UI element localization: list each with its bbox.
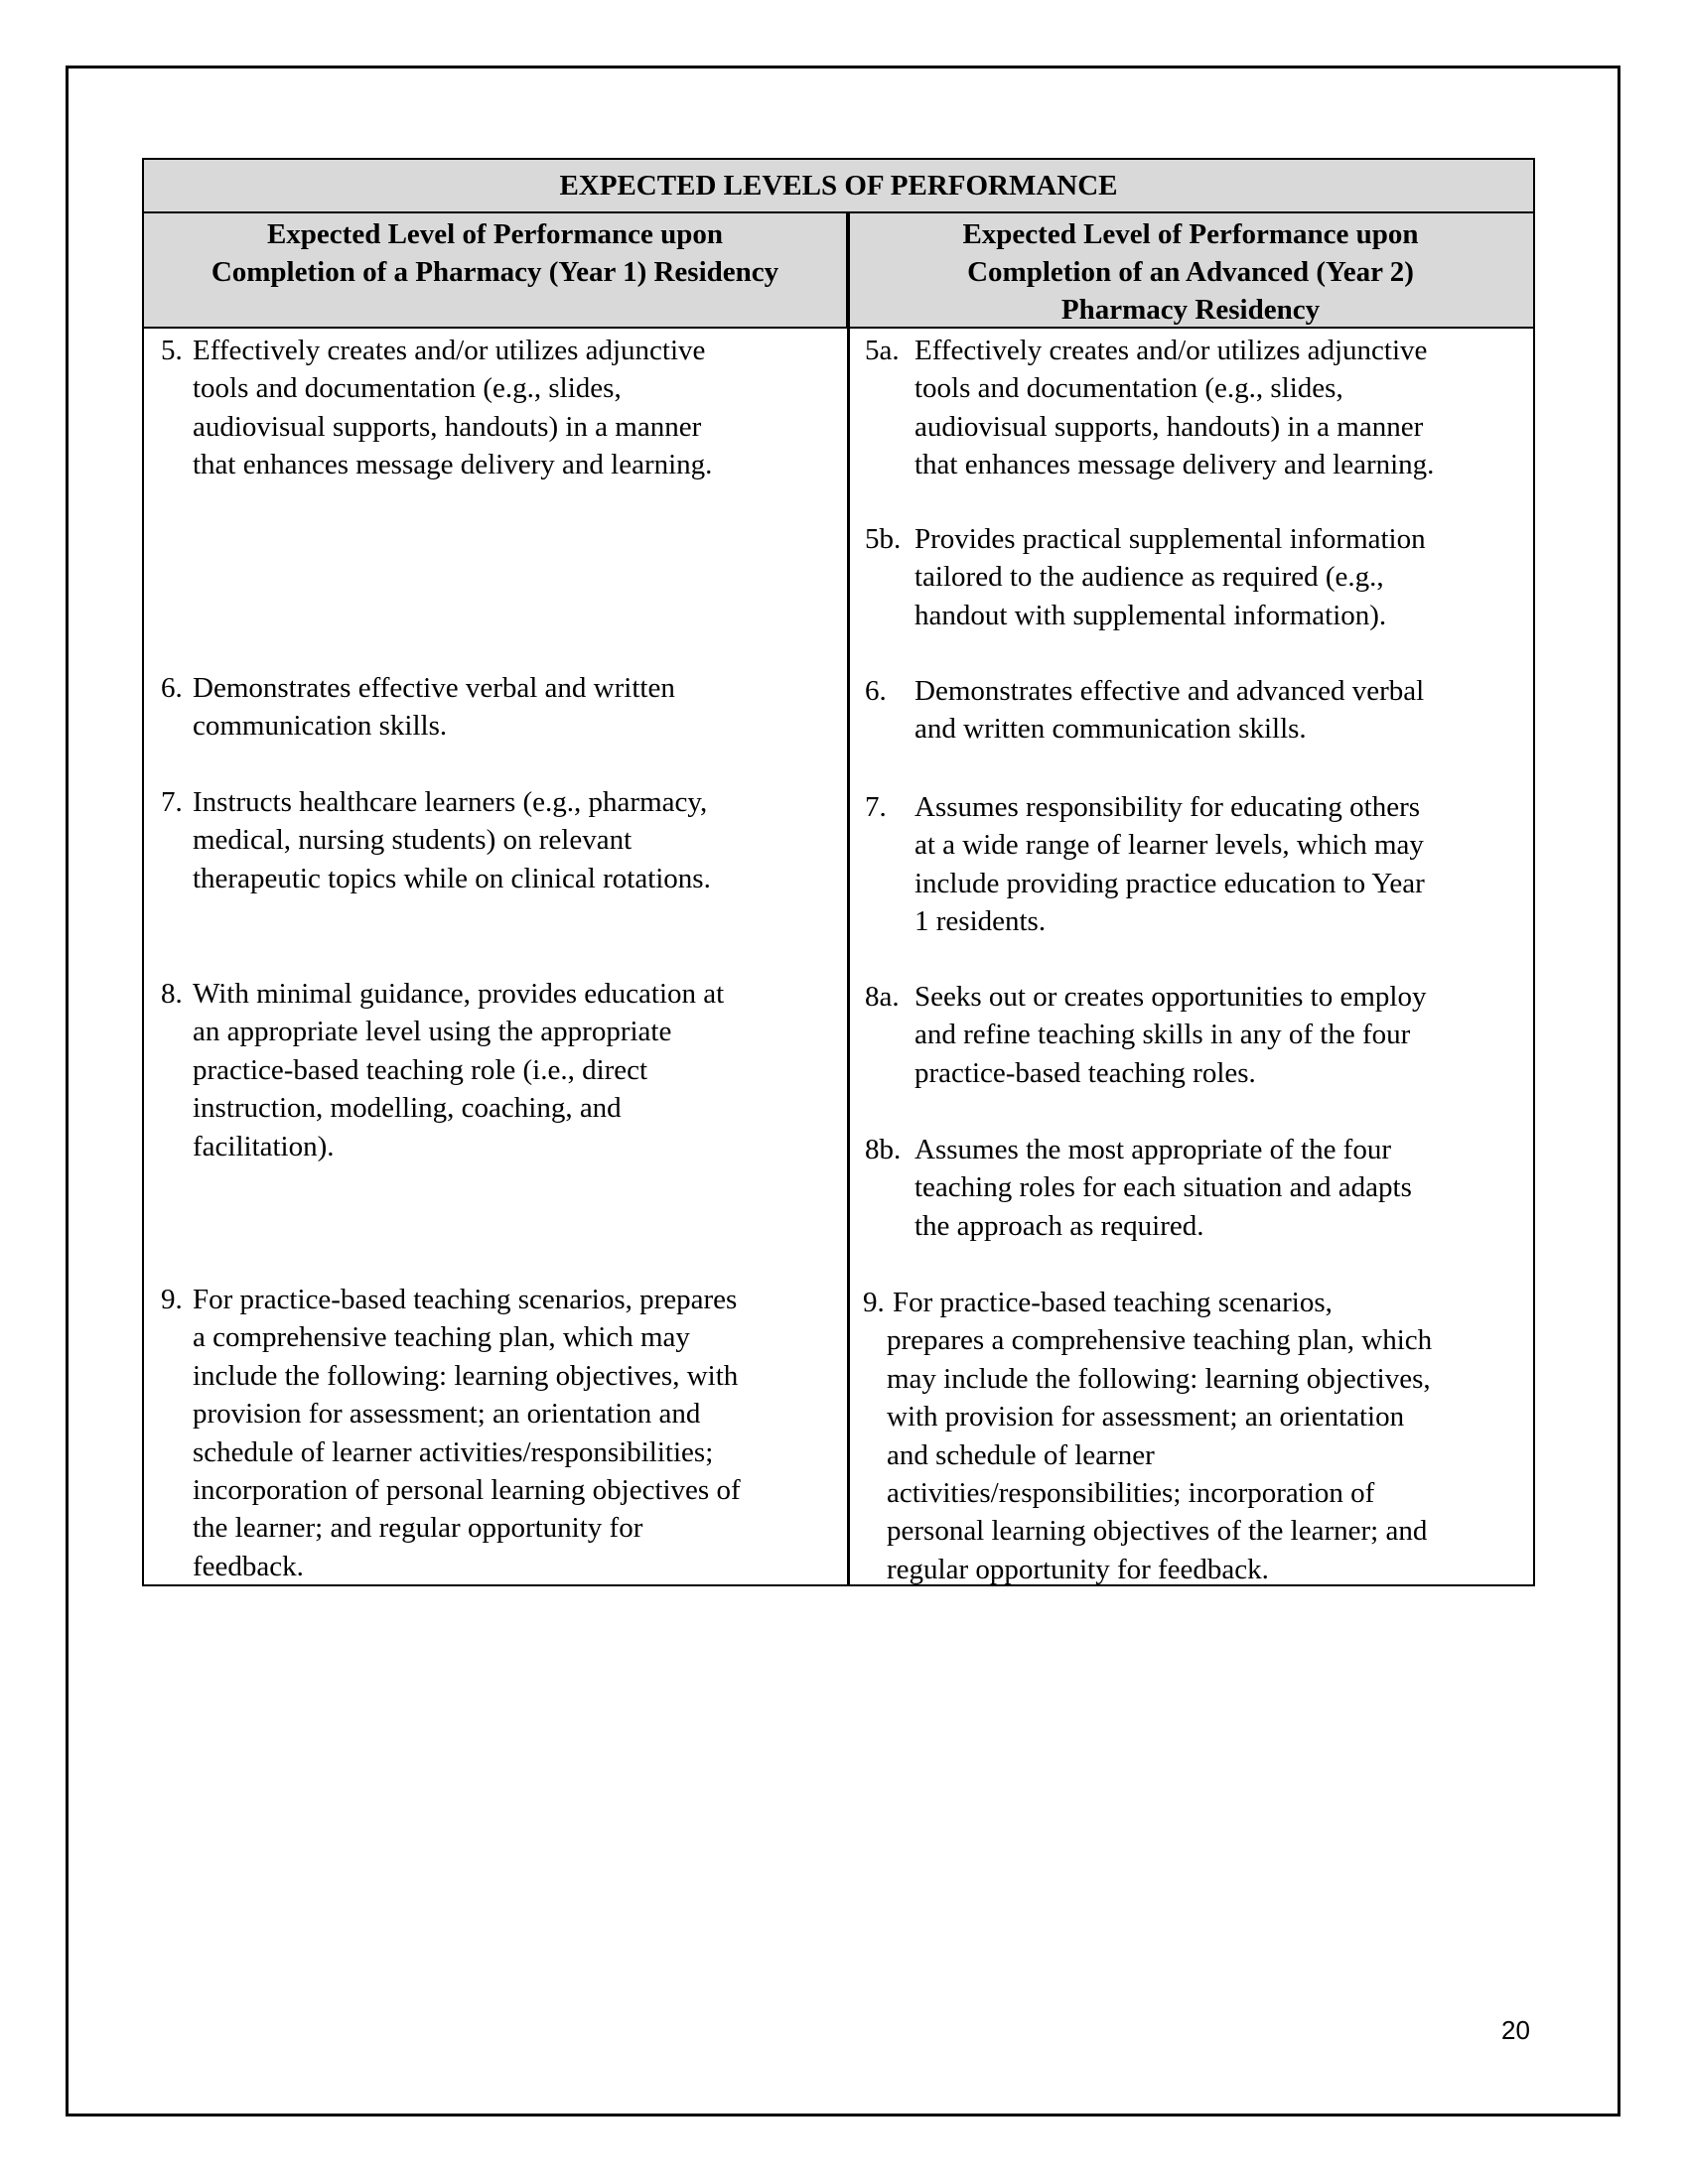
- item-text-line: that enhances message delivery and learning.: [193, 449, 713, 481]
- item-text-line: the approach as required.: [914, 1209, 1204, 1242]
- item-number: 8.: [161, 978, 183, 1010]
- item-text-line: tailored to the audience as required (e.g.,: [914, 561, 1384, 594]
- item-text-line: Provides practical supplemental information: [914, 523, 1426, 555]
- item-text-line: therapeutic topics while on clinical rotations.: [193, 862, 711, 894]
- item-text: [865, 1131, 1412, 1245]
- item-text: [161, 669, 675, 746]
- item-number: 9.: [863, 1287, 885, 1318]
- item-number: 8b.: [865, 1134, 902, 1165]
- item-text-line: an appropriate level using the appropriate: [193, 1016, 672, 1048]
- item-text-line: Seeks out or creates opportunities to employ: [914, 981, 1427, 1013]
- left-item-7: [161, 783, 711, 897]
- column-divider: [847, 213, 850, 1584]
- item-text-line: and refine teaching skills in any of the four: [914, 1019, 1411, 1051]
- item-text-line: With minimal guidance, provides education at: [193, 978, 725, 1010]
- item-text-line: may include the following: learning objectives,: [887, 1362, 1431, 1395]
- item-text-line: Effectively creates and/or utilizes adjunctive: [193, 335, 706, 366]
- item-number: 7.: [865, 791, 887, 823]
- right-item-7: [865, 788, 1425, 941]
- left-column-header: [144, 213, 848, 329]
- right-item-6: [865, 672, 1424, 749]
- header-line: Completion of an Advanced (Year 2): [967, 256, 1414, 288]
- right-column-header: [848, 213, 1533, 329]
- right-item-8a: [865, 978, 1426, 1092]
- left-item-9: [161, 1281, 741, 1585]
- item-text: [161, 1281, 741, 1585]
- left-item-5: [161, 332, 712, 484]
- item-text: [865, 672, 1424, 749]
- item-text-line: feedback.: [193, 1550, 304, 1582]
- item-text-line: medical, nursing students) on relevant: [193, 824, 633, 857]
- item-text-line: Assumes the most appropriate of the four: [914, 1134, 1392, 1165]
- right-item-5a: [865, 332, 1434, 484]
- item-text-line: activities/responsibilities; incorporation of: [887, 1477, 1375, 1510]
- item-number: 6.: [865, 675, 887, 707]
- item-text: [161, 783, 711, 897]
- item-number: 7.: [161, 786, 183, 818]
- item-text-line: schedule of learner activities/responsibilities;: [193, 1435, 714, 1468]
- item-text-line: 1 residents.: [914, 905, 1047, 938]
- item-text-line: at a wide range of learner levels, which may: [914, 829, 1424, 862]
- item-text-line: tools and documentation (e.g., slides,: [193, 372, 622, 405]
- header-line: Expected Level of Performance upon: [962, 218, 1419, 250]
- item-text: [865, 520, 1426, 634]
- item-text-line: with provision for assessment; an orientation: [887, 1401, 1405, 1433]
- item-text-line: and written communication skills.: [914, 713, 1307, 746]
- item-text-line: practice-based teaching roles.: [914, 1056, 1256, 1089]
- item-text-line: audiovisual supports, handouts) in a manner: [193, 410, 702, 443]
- item-text-line: a comprehensive teaching plan, which may: [193, 1321, 690, 1354]
- item-number: 5.: [161, 335, 183, 366]
- item-text-line: facilitation).: [193, 1130, 335, 1162]
- item-text-line: For practice-based teaching scenarios,: [893, 1287, 1333, 1318]
- item-number: 5b.: [865, 523, 902, 555]
- item-text: [863, 1284, 1432, 1588]
- item-text-line: Assumes responsibility for educating others: [914, 791, 1421, 823]
- left-item-8: [161, 975, 724, 1165]
- header-line: Completion of a Pharmacy (Year 1) Residency: [211, 256, 779, 288]
- item-number: 6.: [161, 672, 183, 704]
- item-text-line: tools and documentation (e.g., slides,: [914, 372, 1343, 405]
- item-text-line: audiovisual supports, handouts) in a manner: [914, 410, 1424, 443]
- item-text: [161, 975, 724, 1165]
- right-item-9: [863, 1284, 1432, 1588]
- item-text-line: and schedule of learner: [887, 1438, 1155, 1471]
- item-text-line: that enhances message delivery and learning.: [914, 449, 1435, 481]
- item-text-line: teaching roles for each situation and adapts: [914, 1171, 1412, 1204]
- item-text-line: practice-based teaching role (i.e., direct: [193, 1053, 648, 1086]
- item-text-line: include the following: learning objectives, with: [193, 1359, 739, 1392]
- item-text-line: incorporation of personal learning objectives of: [193, 1474, 741, 1507]
- right-item-5b: [865, 520, 1426, 634]
- item-text-line: Instructs healthcare learners (e.g., pharmacy,: [193, 786, 708, 818]
- item-number: 8a.: [865, 981, 900, 1013]
- item-text: [865, 788, 1425, 941]
- item-text-line: communication skills.: [193, 710, 448, 743]
- item-text-line: instruction, modelling, coaching, and: [193, 1092, 622, 1125]
- expected-levels-table: [142, 158, 1535, 1586]
- item-text-line: provision for assessment; an orientation and: [193, 1398, 701, 1431]
- item-text: [161, 332, 712, 484]
- header-line: Expected Level of Performance upon: [266, 218, 724, 250]
- header-line: Pharmacy Residency: [1060, 294, 1321, 326]
- item-text-line: Demonstrates effective verbal and written: [193, 672, 675, 704]
- item-text-line: regular opportunity for feedback.: [887, 1553, 1269, 1585]
- item-text-line: handout with supplemental information).: [914, 599, 1387, 631]
- item-text: [865, 978, 1426, 1092]
- page-number: 20: [1501, 2015, 1530, 2045]
- left-item-6: [161, 669, 675, 746]
- item-text-line: prepares a comprehensive teaching plan, which: [887, 1324, 1433, 1357]
- item-text-line: include providing practice education to Year: [914, 867, 1425, 899]
- item-text-line: personal learning objectives of the learner; and: [887, 1515, 1428, 1548]
- item-text-line: the learner; and regular opportunity for: [193, 1512, 643, 1545]
- item-number: 5a.: [865, 335, 900, 366]
- item-text-line: For practice-based teaching scenarios, prepares: [193, 1284, 738, 1315]
- right-item-8b: [865, 1131, 1412, 1245]
- table-title: EXPECTED LEVELS OF PERFORMANCE: [144, 160, 1533, 213]
- item-number: 9.: [161, 1284, 183, 1315]
- item-text-line: Demonstrates effective and advanced verbal: [914, 675, 1425, 707]
- item-text: [865, 332, 1434, 484]
- item-text-line: Effectively creates and/or utilizes adjunctive: [914, 335, 1428, 366]
